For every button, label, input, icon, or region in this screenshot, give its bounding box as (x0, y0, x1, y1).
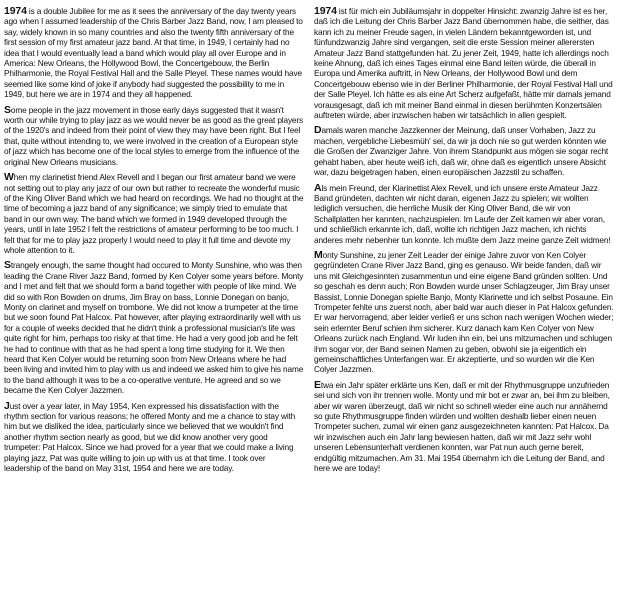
drop-lead: W (4, 171, 14, 184)
english-column (4, 6, 304, 600)
english-paragraph-1 (4, 6, 304, 100)
paragraph-text: ls mein Freund, der Klarinettist Alex Revell, und ich unsere erste Amateur Jazz Band gründeten, dachten wir nicht daran, eigenen Jazz zu spielen; wir wollten lediglich versuchen, die herrliche Musik der King Oliver Band, die wir von Schallplatten her kannten, nachzuspielen. Im Laufe der Zeit kamen wir aber voran, und schließlich erkannte ich, daß, wollte ich richtigen Jazz machen, ich nichts anderes mehr nebenher tun konnte. Ich mußte dem Jazz meine ganze Zeit widmen! (314, 182, 611, 245)
german-paragraph-5 (314, 380, 614, 474)
paragraph-text: trangely enough, the same thought had occured to Monty Sunshine, who was then leading the Crane River Jazz Band, formed by Ken Colyer some years before. Monty and I met and felt that we should form a band together with people of like mind. We did so with Ron Bowden on drums, Jim Bray on bass, Lonnie Donegan on banjo, Monty on clarinet and myself on trombone. We did not know a trumpeter at the time but we soon found Pat Halcox. Pat however, after playing extraordinarily well with us for a couple of weeks decided that he didn't think a professional musician's life was quite right for him, perhaps too risky at that time. He had a very good job and he felt he had to continue with that as he had spent a long time studying for it. We then heard that Ken Colyer would be returning soon from New Orleans where he had been living and invited him to play with us and indeed we asked him to give his name to the band although it was to be a co-operative venture. He agreed and so we became the Ken Colyer Jazzmen. (4, 260, 304, 396)
paragraph-text: ist für mich ein Jubiläumsjahr in doppelter Hinsicht: zwanzig Jahre ist es her, daß ich die Leitung der Chris Barber Jazz Band übernommen habe, die seither, das kann ich zu meiner Freude sagen, in vielen Ländern bekanntgeworden ist, und fünfundzwanzig Jahre sind vergangen, seit die erste Session meiner allerersten Amateur Jazz Band stattgefunden hat. Zu jener Zeit, 1949, hatte ich allerdings noch keine Ahnung, daß ich eines Tages einmal eine Band leiten würde, die überall in Europa und Amerika auftritt, in New Orleans, der Hollywood Bowl und dem Concertgebouw ebenso wie in der Berliner Philharmonie, der Royal Festival Hall und der Salle Pleyel. Ich hätte es als eine Art Scherz aufgefaßt, hätte mir damals jemand vorausgesagt, daß ich mit meiner Band einmal in diesen berühmten Konzertsälen auftreten würde, aber inzwischen haben wir tatsächlich in allen gespielt. (314, 6, 613, 121)
paragraph-text: ome people in the jazz movement in those early days suggested that it wasn't worth our while trying to play jazz as we would never be as good as the great players of the 1920's and indeed from their point of view they may have been right. But I feel that, quite without intending to, we were involved in the creation of a European style of jazz which has become one of the local styles to emerge from the influence of the original New Orleans musicians. (4, 104, 304, 167)
drop-lead: J (4, 399, 10, 412)
drop-lead: S (4, 259, 11, 272)
drop-lead: M (314, 248, 323, 261)
paragraph-text: is a double Jubilee for me as it sees the anniversary of the day twenty years ago when I assumed leadership of the Chris Barber Jazz Band, now, I am pleased to say, widely known in so many countries and also the twenty fifth anniversary of the first session of my first amateur jazz band. At that time, in 1949, I certainly had no idea that I would eventually lead a band which would play all over Europe and in America: New Orleans, the Hollywood Bowl, the Concertgebouw, the Berlin Philharmonie, the Royal Festival Hall and the Salle Pleyel. These names would have seemed like some kind of joke if anybody had suggested the possibility to me in 1949, but here we are in 1974 and they all happened. (4, 6, 303, 100)
german-column (314, 6, 614, 600)
english-paragraph-5 (4, 401, 304, 474)
german-paragraph-3 (314, 183, 614, 245)
drop-lead: A (314, 181, 322, 194)
english-paragraph-4 (4, 260, 304, 395)
drop-lead: S (4, 103, 11, 116)
drop-lead: 1974 (4, 5, 27, 17)
paragraph-text: amals waren manche Jazzkenner der Meinung, daß unser Vorhaben, Jazz zu machen, vergebliche Liebesmüh' sei, da wir ja doch nie so gut werden könnten wie die Großen der Zwanziger Jahre. Von ihrem Standpunkt aus mögen sie sogar recht gehabt haben, aber heute weiß ich, daß wir, ohne daß es eigentlich unsere Absicht war, dazu beigetragen haben, einen europäischen Jazzstil zu schaffen. (314, 125, 609, 178)
drop-lead: E (314, 378, 321, 391)
english-paragraph-3 (4, 172, 304, 255)
paragraph-text: ust over a year later, in May 1954, Ken expressed his dissatisfaction with the rhythm section for various reasons; he offered Monty and me a chance to stay with him but we disliked the idea, particularly since we believed that we wouldn't find another rhythm section nearly as good, but we did know another very good trumpeter: Pat Halcox. Since we had proved for a year that we could make a living playing jazz, Pat was quite willing to join up with us at that time. I took over leadership of the band on May 31st, 1954 and here we are today. (4, 400, 296, 474)
german-paragraph-1 (314, 6, 614, 120)
paragraph-text: twa ein Jahr später erklärte uns Ken, daß er mit der Rhythmusgruppe unzufrieden sei und sich von ihr trennen wolle. Monty und mir bot er zwar an, bei ihm zu bleiben, aber wir waren überzeugt, daß wir nicht so schnell wieder eine auch nur annähernd so gute Rhythmusgruppe finden würden und wollten deshalb lieber einen neuen Trompeter suchen, zumal wir einen ganz ausgezeichneten kannten: Pat Halcox. Da wir inzwischen auch ein Jahr lang bewiesen hatten, daß wir mit Jazz sehr wohl unseren Lebensunterhalt verdienen konnten, war Pat nun auch gerne bereit, endgültig mitzumachen. Am 31. Mai 1954 übernahm ich die Leitung der Band, and here we are today! (314, 379, 610, 474)
paragraph-text: hen my clarinetist friend Alex Revell and I began our first amateur band we were not setting out to play any jazz of our own but rather to recreate the wonderful music of the King Oliver Band which we had heard on recordings. We had no thought at the time of becoming a jazz band of any significance; we simply tried to emulate that band in our own way. The band which we formed in 1949 developed through the years, until in late 1952 I felt the restrictions of amateur performing to be too much. I felt that for me to play jazz properly I would need to play it full time and devote my whole attention to it. (4, 172, 304, 255)
drop-lead: D (314, 124, 322, 137)
german-paragraph-4 (314, 250, 614, 375)
drop-lead: 1974 (314, 5, 337, 17)
german-paragraph-2 (314, 125, 614, 177)
paragraph-text: onty Sunshine, zu jener Zeit Leader der einige Jahre zuvor von Ken Colyer gegründeten Crane River Jazz Band, ging es genauso. Wir beide fanden, daß wir uns mit Gleichgesinnten zusammentun und eine eigene Band gründen sollten. Und so geschah es denn auch; Ron Bowden wurde unser Schlagzeuger, Jim Bray unser Bassist, Lonnie Donegan spielte Banjo, Monty Klarinette und ich selbst Posaune. Ein Trompeter fehlte uns zuerst noch, aber bald war auch dieser in Pat Halcox gefunden. Er war hervorragend, aber leider verließ er uns schon nach wenigen Wochen wieder; sein erlernter Beruf schien ihm sicherer. Kurz danach kam Ken Colyer von New Orleans zurück nach England. Wir luden ihn ein, bei uns mitzumachen und schlugen ihm sogar vor, der Band seinen Namen zu geben, obwohl sie ja eigentlich ein gemeinschaftliches Unterfangen war. Er akzeptierte, und so wurden wir die Ken Colyer Jazzmen. (314, 249, 614, 375)
english-paragraph-2 (4, 105, 304, 167)
